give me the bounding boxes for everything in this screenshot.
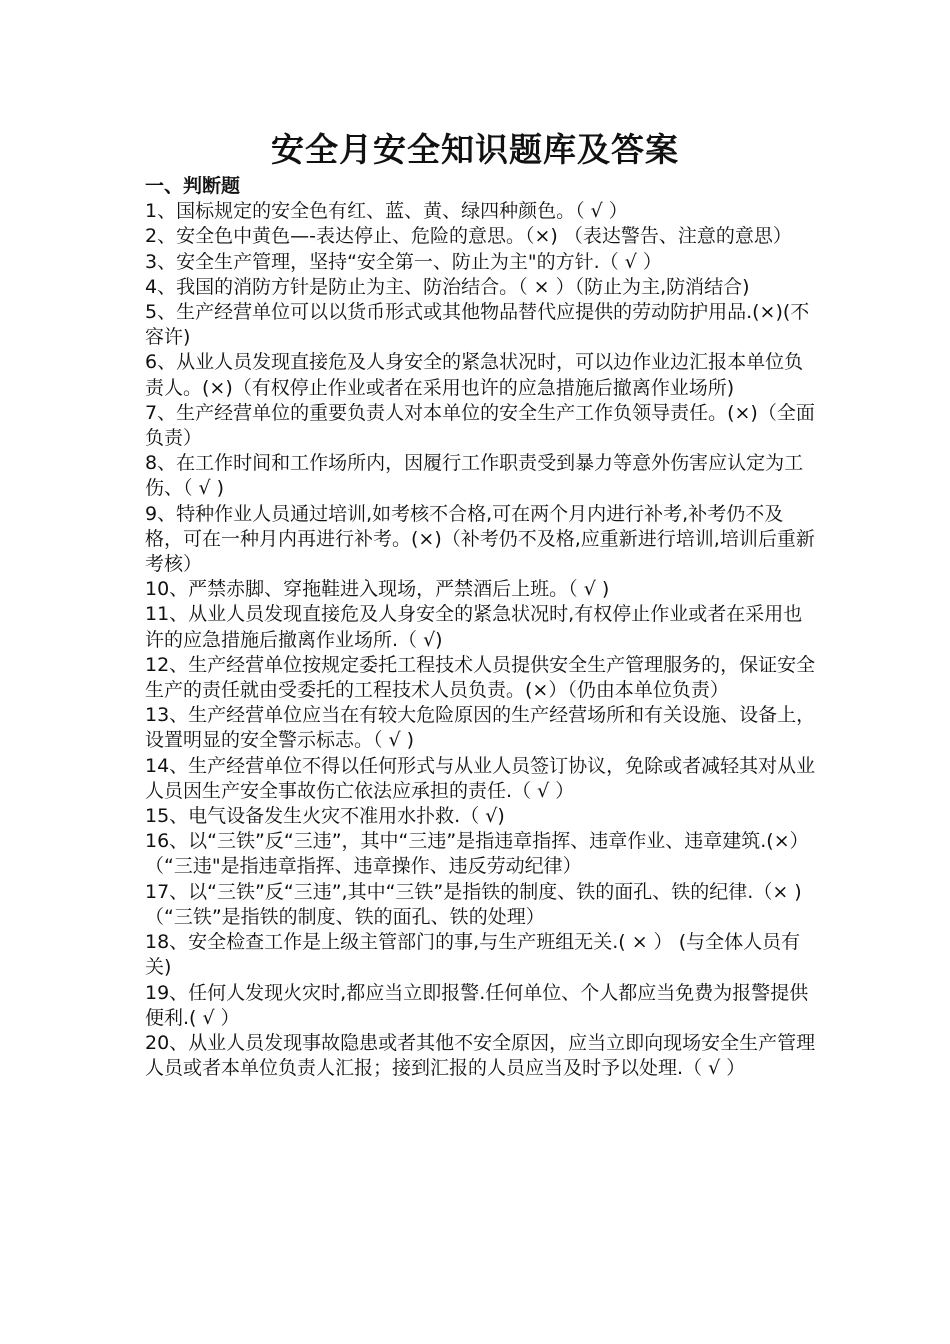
question-item-16: 16、以“三铁”反“三违”，其中“三违”是指违章指挥、违章作业、违章建筑.(×）（“三违"是指违章指挥、违章操作、违反劳动纪律）: [145, 830, 809, 878]
question-item-6: 6、从业人员发现直接危及人身安全的紧急状况时，可以边作业边汇报本单位负责人。(×)（有权停止作业或者在采用也许的应急措施后撤离作业场所): [145, 351, 804, 399]
question-item-10: 10、严禁赤脚、穿拖鞋进入现场，严禁酒后上班。（ √ ): [145, 578, 610, 601]
document-title: 安全月安全知识题库及答案: [271, 130, 679, 169]
question-item-12: 12、生产经营单位按规定委托工程技术人员提供安全生产管理服务的，保证安全生产的责任就由受委托的工程技术人员负责。(×）（仍由本单位负责）: [145, 653, 816, 702]
question-item-7: 7、生产经营单位的重要负责人对本单位的安全生产工作负领导责任。(×)（全面负责）: [145, 401, 815, 450]
section-heading: 一、判断题: [145, 175, 241, 197]
question-item-9: 9、特种作业人员通过培训,如考核不合格,可在两个月内进行补考,补考仍不及格，可在一种月内再进行补考。(×)（补考仍不及格,应重新进行培训,培训后重新考核）: [145, 502, 815, 576]
question-item-19: 19、任何人发现火灾时,都应当立即报警.任何单位、个人都应当免费为报警提供便利.( √ ）: [145, 981, 809, 1029]
question-item-13: 13、生产经营单位应当在有较大危险原因的生产经营场所和有关设施、设备上，设置明显的安全警示标志。（ √ ): [145, 704, 816, 752]
question-item-5: 5、生产经营单位可以以货币形式或其他物品替代应提供的劳动防护用品.(×)(不容许): [145, 301, 810, 349]
question-list: [145, 199, 821, 1081]
question-item-1: 1、国标规定的安全色有红、蓝、黄、绿四种颜色。（ √ ）: [145, 200, 628, 223]
question-item-4: 4、我国的消防方针是防止为主、防治结合。（ × ）（防止为主,防消结合): [145, 275, 750, 298]
question-item-3: 3、安全生产管理，坚持“安全第一、防止为主"的方针.（ √ ）: [145, 250, 662, 273]
question-item-17: 17、以“三铁”反“三违”,其中“三铁”是指铁的制度、铁的面孔、铁的纪律.（× )（“三铁”是指铁的制度、铁的面孔、铁的处理）: [145, 880, 802, 928]
question-item-18: 18、安全检查工作是上级主管部门的事,与生产班组无关.( × ） (与全体人员有关): [145, 931, 801, 979]
question-item-11: 11、从业人员发现直接危及人身安全的紧急状况时,有权停止作业或者在采用也许的应急措施后撤离作业场所.（ √): [145, 603, 803, 651]
question-item-8: 8、在工作时间和工作场所内，因履行工作职责受到暴力等意外伤害应认定为工伤、（ √ ): [145, 452, 804, 500]
question-item-15: 15、电气设备发生火灾不准用水扑救.（ √): [145, 805, 505, 828]
document-body: [145, 174, 821, 1081]
question-item-14: 14、生产经营单位不得以任何形式与从业人员签订协议，免除或者减轻其对从业人员因生产安全事故伤亡依法应承担的责任.（ √ ）: [145, 754, 816, 802]
question-item-20: 20、从业人员发现事故隐患或者其他不安全原因，应当立即向现场安全生产管理人员或者本单位负责人汇报；接到汇报的人员应当及时予以处理.（ √ ）: [145, 1031, 816, 1080]
question-item-2: 2、安全色中黄色—-表达停止、危险的意思。（×) （表达警告、注意的意思）: [145, 225, 792, 248]
